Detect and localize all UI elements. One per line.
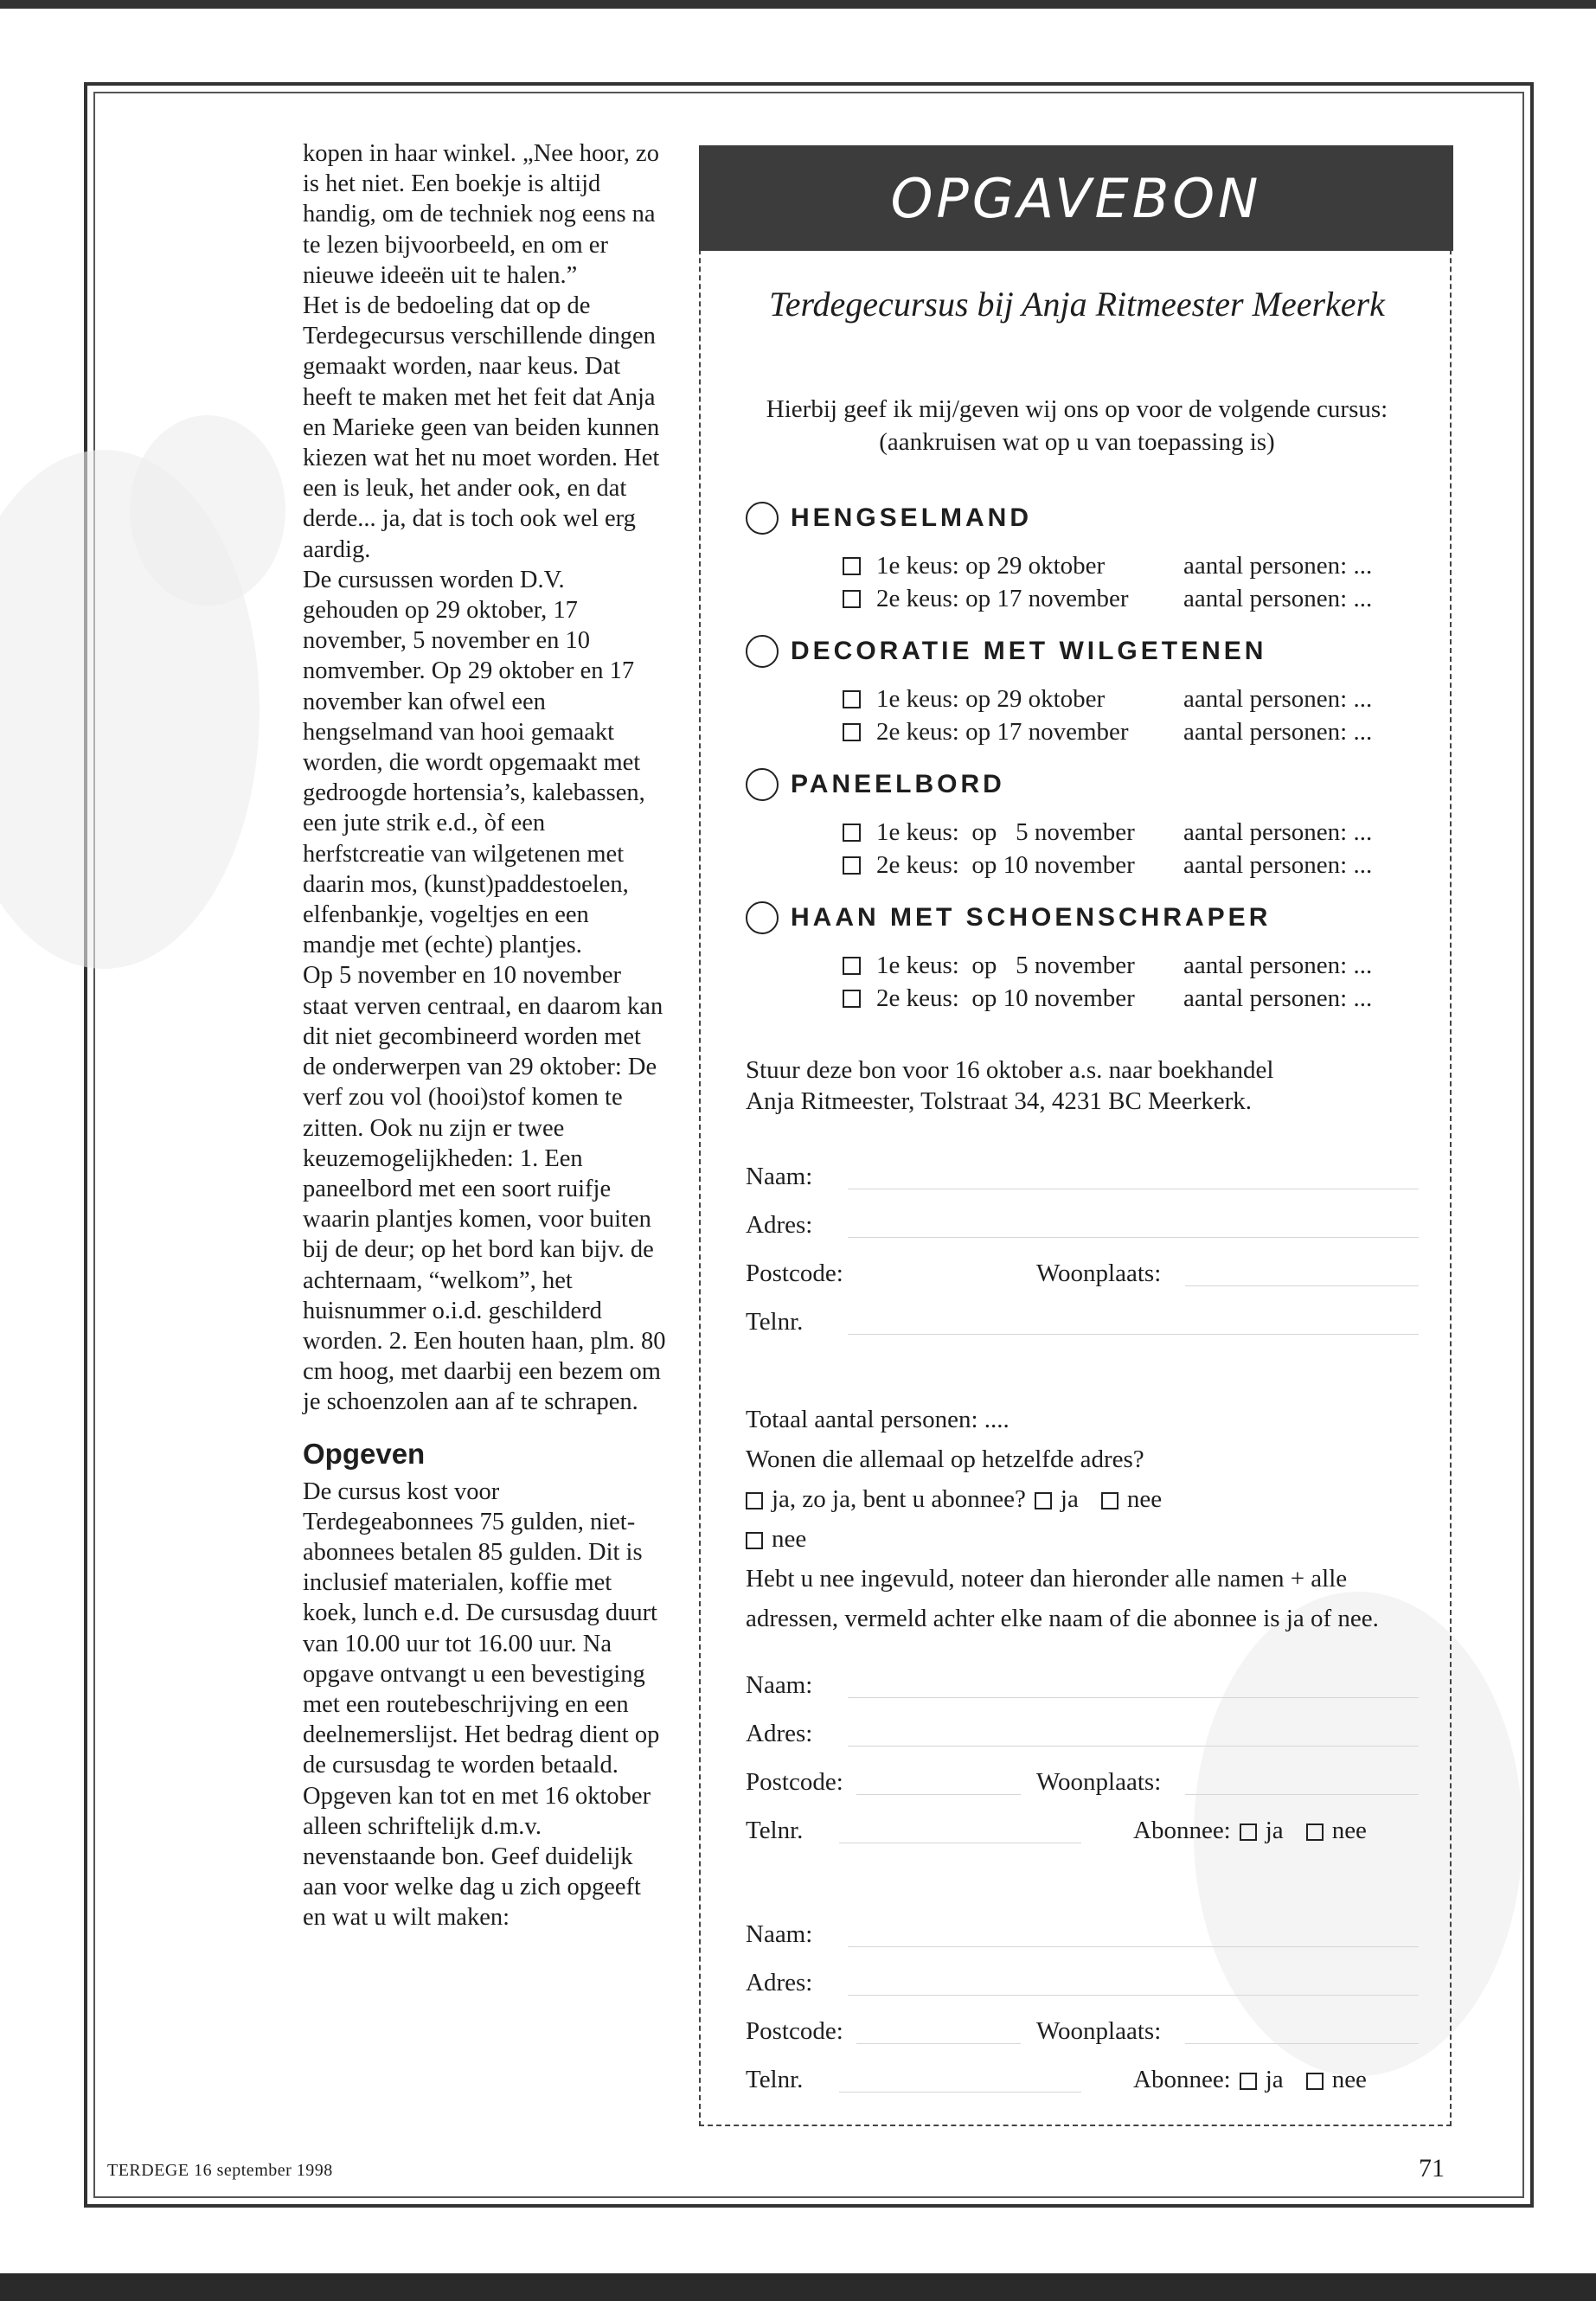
nee-label: nee <box>1126 1485 1163 1513</box>
answer-no-row[interactable] <box>746 1522 806 1555</box>
article-paragraph: Het is de bedoeling dat op de Terdegecursus verschillende dingen gemaakt worden, naar keus. Dat heeft te maken met het feit dat Anja en Marieke geen van beiden kunnen kiezen wat het nu moet worden. Het een is leuk, het ander ook, en dat derde... ja, dat is toch ook wel erg aardig. <box>303 292 660 563</box>
field-label: Woonplaats: <box>1036 1768 1162 1796</box>
checkbox-icon[interactable] <box>843 990 861 1008</box>
ja-label: ja <box>1060 1485 1079 1513</box>
option-persons: aantal personen: ... <box>1183 551 1373 580</box>
abonnee-label: Abonnee: <box>1133 2066 1231 2093</box>
checkbox-icon[interactable] <box>843 690 861 708</box>
answer-yes-label: ja, zo ja, bent u abonnee? <box>772 1485 1026 1513</box>
adres-field-1[interactable] <box>746 1211 812 1240</box>
adres-field-3[interactable] <box>746 1969 812 1997</box>
checkbox-icon[interactable] <box>843 824 861 842</box>
course-title: PANEELBORD <box>791 770 1005 798</box>
course-option[interactable] <box>843 849 1372 881</box>
course-title: DECORATIE MET WILGETENEN <box>791 637 1267 665</box>
woonplaats-field-2[interactable] <box>1036 1768 1161 1797</box>
course-option[interactable] <box>843 716 1372 747</box>
postcode-field-1[interactable] <box>746 1259 843 1288</box>
radio-circle-icon[interactable] <box>746 502 779 535</box>
checkbox-icon[interactable] <box>746 1532 763 1549</box>
checkbox-icon[interactable] <box>1306 2073 1324 2090</box>
radio-circle-icon[interactable] <box>746 768 779 801</box>
field-label: Adres: <box>746 1720 813 1747</box>
fill-line <box>848 1697 1419 1698</box>
option-date: 1e keus: op 29 oktober <box>876 684 1106 713</box>
field-label: Telnr. <box>746 1817 804 1844</box>
fill-line <box>848 1946 1419 1947</box>
abonnee-choice-2[interactable] <box>1133 1817 1367 1845</box>
instructions-note: adressen, vermeld achter elke naam of die abonnee is ja of nee. <box>746 1605 1379 1632</box>
option-persons: aantal personen: ... <box>1183 984 1373 1012</box>
instructions-note: Hebt u nee ingevuld, noteer dan hieronder alle namen + alle <box>746 1565 1348 1593</box>
field-label: Postcode: <box>746 1768 843 1796</box>
field-label: Adres: <box>746 1211 813 1239</box>
article-paragraph: De cursus kost voor Terdegeabonnees 75 gulden, niet-abonnees betalen 85 gulden. Dit is inclusief materialen, koffie met koek, lunch e.d. De cursusdag duurt van 10.00 uur tot 16.00 uur. Na opgave ontvangt u een bevestiging met een routebeschrijving en een deelnemerslijst. Het bedrag dient op de cursusdag te worden betaald. Opgeven kan tot en met 16 oktober alleen schriftelijk d.m.v. nevenstaande bon. Geef duidelijk aan voor welke dag u zich opgeeft en wat u wilt maken: <box>303 1477 660 1932</box>
woonplaats-field-1[interactable] <box>1036 1259 1161 1288</box>
course-paneelbord[interactable] <box>746 765 1005 804</box>
intro-line: (aankruisen wat op u van toepassing is) <box>879 428 1275 456</box>
article-column <box>303 138 666 1933</box>
course-option[interactable] <box>843 817 1372 848</box>
fill-line <box>856 1794 1021 1795</box>
fill-line <box>1185 1794 1419 1795</box>
send-instructions: Stuur deze bon voor 16 oktober a.s. naar boekhandel <box>746 1056 1274 1084</box>
nee-label: nee <box>1331 1817 1367 1844</box>
answer-no-label: nee <box>772 1525 807 1553</box>
fill-line <box>848 1237 1419 1238</box>
article-paragraph: Op 5 november en 10 november staat verven centraal, en daarom kan dit niet gecombineerd worden met de onderwerpen van 29 oktober: De verf zou vol (hooi)stof komen te zitten. Ook nu zijn er twee keuzemogelijkheden: 1. Een paneelbord met een soort ruifje waarin plantjes komen, voor buiten bij de deur; op het bord kan bijv. de achternaam, “welkom”, het huisnummer o.i.d. geschilderd worden. 2. Een houten haan, plm. 80 cm hoog, met daarbij een bezem om je schoenzolen aan af te schrapen. <box>303 962 666 1416</box>
telnr-field-3[interactable] <box>746 2066 803 2094</box>
naam-field-1[interactable] <box>746 1163 812 1191</box>
option-date: 1e keus: op 5 november <box>876 817 1135 846</box>
option-date: 2e keus: op 17 november <box>876 584 1129 612</box>
radio-circle-icon[interactable] <box>746 635 779 668</box>
article-paragraph: kopen in haar winkel. „Nee hoor, zo is het niet. Een boekje is altijd handig, om de techniek nog eens na te lezen bijvoorbeeld, en om er nieuwe ideeën uit te halen.” <box>303 140 659 289</box>
field-label: Woonplaats: <box>1036 2017 1162 2045</box>
course-title: HAAN MET SCHOENSCHRAPER <box>791 903 1272 932</box>
abonnee-label: Abonnee: <box>1133 1817 1231 1844</box>
checkbox-icon[interactable] <box>843 957 861 975</box>
option-date: 1e keus: op 29 oktober <box>876 551 1106 580</box>
field-label: Postcode: <box>746 1259 843 1287</box>
woonplaats-field-3[interactable] <box>1036 2017 1161 2046</box>
rooster-illustration-head <box>130 415 285 606</box>
nee-label: nee <box>1331 2066 1367 2093</box>
field-label: Naam: <box>746 1920 813 1948</box>
fill-line <box>1185 1285 1419 1286</box>
article-heading: Opgeven <box>303 1437 426 1470</box>
course-option[interactable] <box>843 550 1372 581</box>
form-intro <box>701 393 1453 458</box>
course-option[interactable] <box>843 683 1372 715</box>
option-date: 2e keus: op 10 november <box>876 984 1135 1012</box>
magazine-footer: TERDEGE 16 september 1998 <box>107 2161 333 2180</box>
checkbox-icon[interactable] <box>843 723 861 741</box>
checkbox-icon[interactable] <box>1240 1823 1257 1841</box>
option-date: 2e keus: op 17 november <box>876 717 1129 746</box>
postcode-field-3[interactable] <box>746 2017 843 2046</box>
checkbox-icon[interactable] <box>1240 2073 1257 2090</box>
fill-line <box>1185 2043 1419 2044</box>
field-label: Telnr. <box>746 2066 804 2093</box>
send-instructions: Anja Ritmeester, Tolstraat 34, 4231 BC Meerkerk. <box>746 1087 1253 1115</box>
fill-line <box>848 1746 1419 1747</box>
course-hengselmand[interactable] <box>746 498 1032 538</box>
form-title: OPGAVEBON <box>699 145 1453 251</box>
course-option[interactable] <box>843 583 1372 614</box>
radio-circle-icon[interactable] <box>746 901 779 934</box>
option-persons: aantal personen: ... <box>1183 717 1373 746</box>
option-persons: aantal personen: ... <box>1183 817 1373 846</box>
option-persons: aantal personen: ... <box>1183 850 1373 879</box>
field-label: Naam: <box>746 1671 813 1699</box>
checkbox-icon[interactable] <box>1101 1492 1118 1509</box>
intro-line: Hierbij geef ik mij/geven wij ons op voor de volgende cursus: <box>766 395 1388 423</box>
field-label: Adres: <box>746 1969 813 1997</box>
same-address-question: Wonen die allemaal op hetzelfde adres? <box>746 1445 1144 1473</box>
checkbox-icon[interactable] <box>746 1492 763 1509</box>
naam-field-3[interactable] <box>746 1920 812 1949</box>
telnr-field-2[interactable] <box>746 1817 803 1845</box>
course-title: HENGSELMAND <box>791 503 1033 532</box>
option-persons: aantal personen: ... <box>1183 684 1373 713</box>
option-persons: aantal personen: ... <box>1183 584 1373 612</box>
answer-yes-row[interactable] <box>746 1483 1162 1516</box>
fill-line <box>848 1995 1419 1996</box>
postcode-field-2[interactable] <box>746 1768 843 1797</box>
telnr-field-1[interactable] <box>746 1308 803 1336</box>
field-label: Naam: <box>746 1163 813 1190</box>
fill-line <box>856 2043 1021 2044</box>
field-label: Woonplaats: <box>1036 1259 1162 1287</box>
checkbox-icon[interactable] <box>843 557 861 575</box>
total-persons: Totaal aantal personen: .... <box>746 1406 1010 1433</box>
ja-label: ja <box>1265 2066 1284 2093</box>
course-option[interactable] <box>843 950 1372 981</box>
abonnee-choice-3[interactable] <box>1133 2066 1367 2094</box>
page-number: 71 <box>1419 2154 1445 2182</box>
option-persons: aantal personen: ... <box>1183 951 1373 979</box>
field-label: Postcode: <box>746 2017 843 2045</box>
fill-line <box>839 2092 1081 2093</box>
checkbox-icon[interactable] <box>843 856 861 875</box>
article-paragraph: De cursussen worden D.V. gehouden op 29 oktober, 17 november, 5 november en 10 nomvember. Op 29 oktober en 17 november kan ofwel een hengselmand van hooi gemaakt worden, die wordt opgemaakt met gedroogde hortensia’s, kalebassen, een jute strik e.d., òf een herfstcreatie van wilgetenen met daarin mos, (kunst)paddestoelen, elfenbankje, vogeltjes en een mandje met (echte) plantjes. <box>303 566 645 959</box>
adres-field-2[interactable] <box>746 1720 812 1748</box>
ja-label: ja <box>1265 1817 1284 1844</box>
checkbox-icon[interactable] <box>843 590 861 608</box>
scan-border-top <box>0 0 1596 9</box>
course-option[interactable] <box>843 983 1372 1014</box>
order-form <box>699 145 1452 2126</box>
field-label: Telnr. <box>746 1308 804 1336</box>
form-subtitle: Terdegecursus bij Anja Ritmeester Meerkerk <box>769 285 1385 324</box>
course-decoratie[interactable] <box>746 631 1266 671</box>
checkbox-icon[interactable] <box>1306 1823 1324 1841</box>
naam-field-2[interactable] <box>746 1671 812 1700</box>
checkbox-icon[interactable] <box>1035 1492 1052 1509</box>
option-date: 1e keus: op 5 november <box>876 951 1135 979</box>
scan-border-bottom <box>0 2273 1596 2301</box>
fill-line <box>848 1334 1419 1335</box>
course-haan[interactable] <box>746 898 1271 938</box>
option-date: 2e keus: op 10 november <box>876 850 1135 879</box>
